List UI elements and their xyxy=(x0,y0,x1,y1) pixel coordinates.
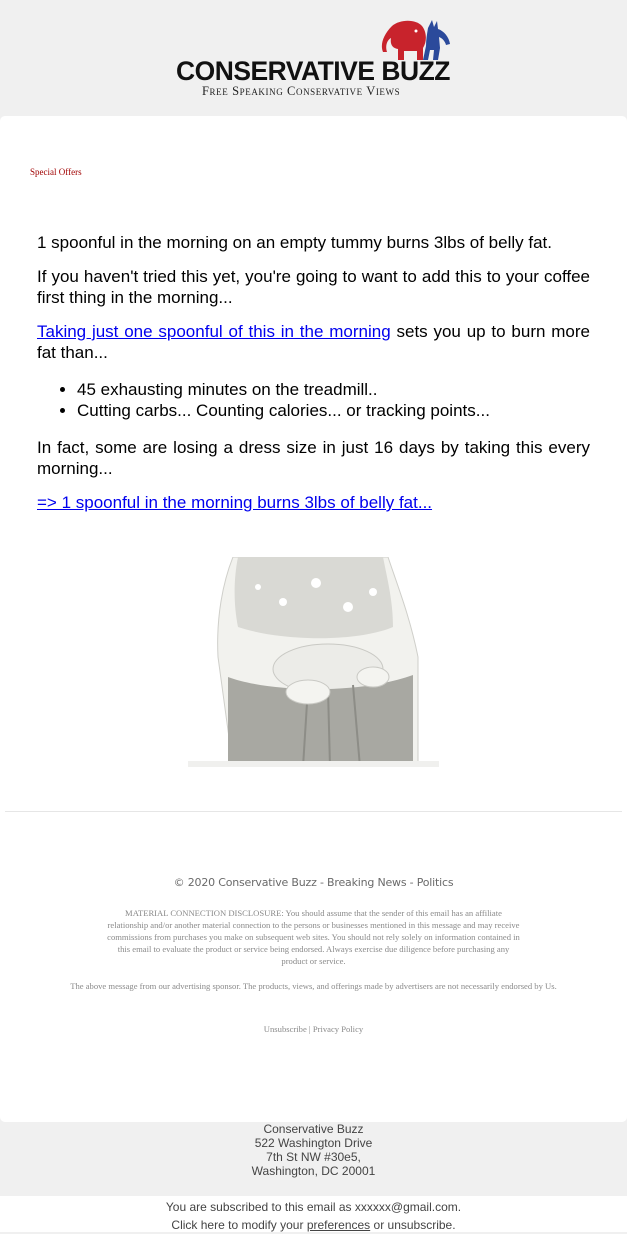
address-line-1: 522 Washington Drive xyxy=(254,1136,373,1150)
email-header xyxy=(0,0,627,116)
line-2-prefix: Click here to modify your xyxy=(171,1218,307,1232)
sponsor-note: The above message from our advertising sponsor. The products, views, and offerings made by advertisers are not necessarily endorsed by Us. xyxy=(70,981,557,991)
subscription-info xyxy=(0,1198,627,1234)
cta-link[interactable]: => 1 spoonful in the morning burns 3lbs of belly fat... xyxy=(37,493,433,512)
hero-image[interactable] xyxy=(188,557,439,767)
postal-address xyxy=(0,1122,627,1178)
list-item: • Cutting carbs... Counting calories... or tracking points... xyxy=(77,400,590,421)
address-line-2: 7th St NW #30e5, xyxy=(266,1150,361,1164)
paragraph-2-rest: sets you up to burn more fat than... xyxy=(37,322,590,362)
logo-title: CONSERVATIVE BUZZ xyxy=(176,56,450,86)
privacy-policy-link[interactable]: Privacy Policy xyxy=(312,1024,364,1034)
address-line-3: Washington, DC 20001 xyxy=(251,1164,376,1178)
brand-logo[interactable] xyxy=(175,18,455,98)
bullet-list xyxy=(37,379,590,421)
list-item: • 45 exhausting minutes on the treadmill.. xyxy=(77,379,590,400)
ad-body xyxy=(37,232,590,526)
logo-tagline: Free Speaking Conservative Views xyxy=(202,84,401,98)
unsubscribe-link[interactable]: Unsubscribe xyxy=(263,1024,307,1034)
footer-links xyxy=(0,1024,627,1034)
subscription-line-1: You are subscribed to this email as xxxxxx@gmail.com. xyxy=(165,1200,462,1214)
email-card xyxy=(0,116,627,1122)
paragraph-3: In fact, some are losing a dress size in just 16 days by taking this every morning... xyxy=(37,438,590,478)
special-offers-label: Special Offers xyxy=(30,167,82,177)
paragraph-2 xyxy=(37,321,590,363)
spoonful-link[interactable]: Taking just one spoonful of this in the morning xyxy=(37,322,391,341)
links-separator: | xyxy=(308,1024,311,1034)
divider xyxy=(5,811,622,812)
paragraph-1: If you haven't tried this yet, you're going to want to add this to your coffee first thing in the morning... xyxy=(37,267,590,307)
cta-paragraph xyxy=(37,492,590,513)
address-name: Conservative Buzz xyxy=(263,1122,364,1136)
headline: 1 spoonful in the morning on an empty tummy burns 3lbs of belly fat. xyxy=(37,233,552,252)
subscription-line-2 xyxy=(0,1216,627,1234)
preferences-link[interactable]: preferences xyxy=(306,1218,371,1232)
line-2-suffix: or unsubscribe. xyxy=(370,1218,456,1232)
copyright: © 2020 Conservative Buzz - Breaking News - Politics xyxy=(173,876,454,889)
material-disclosure: MATERIAL CONNECTION DISCLOSURE: You should assume that the sender of this email has an affiliate relationship and/or another material connection to the persons or businesses mentioned in this message and may receive commissions from purchases you make on subsequent web sites. You should not rely solely on information contained in this email to evaluate the product or service being endorsed. Always exercise due diligence before purchasing any product or service. xyxy=(107,908,520,966)
